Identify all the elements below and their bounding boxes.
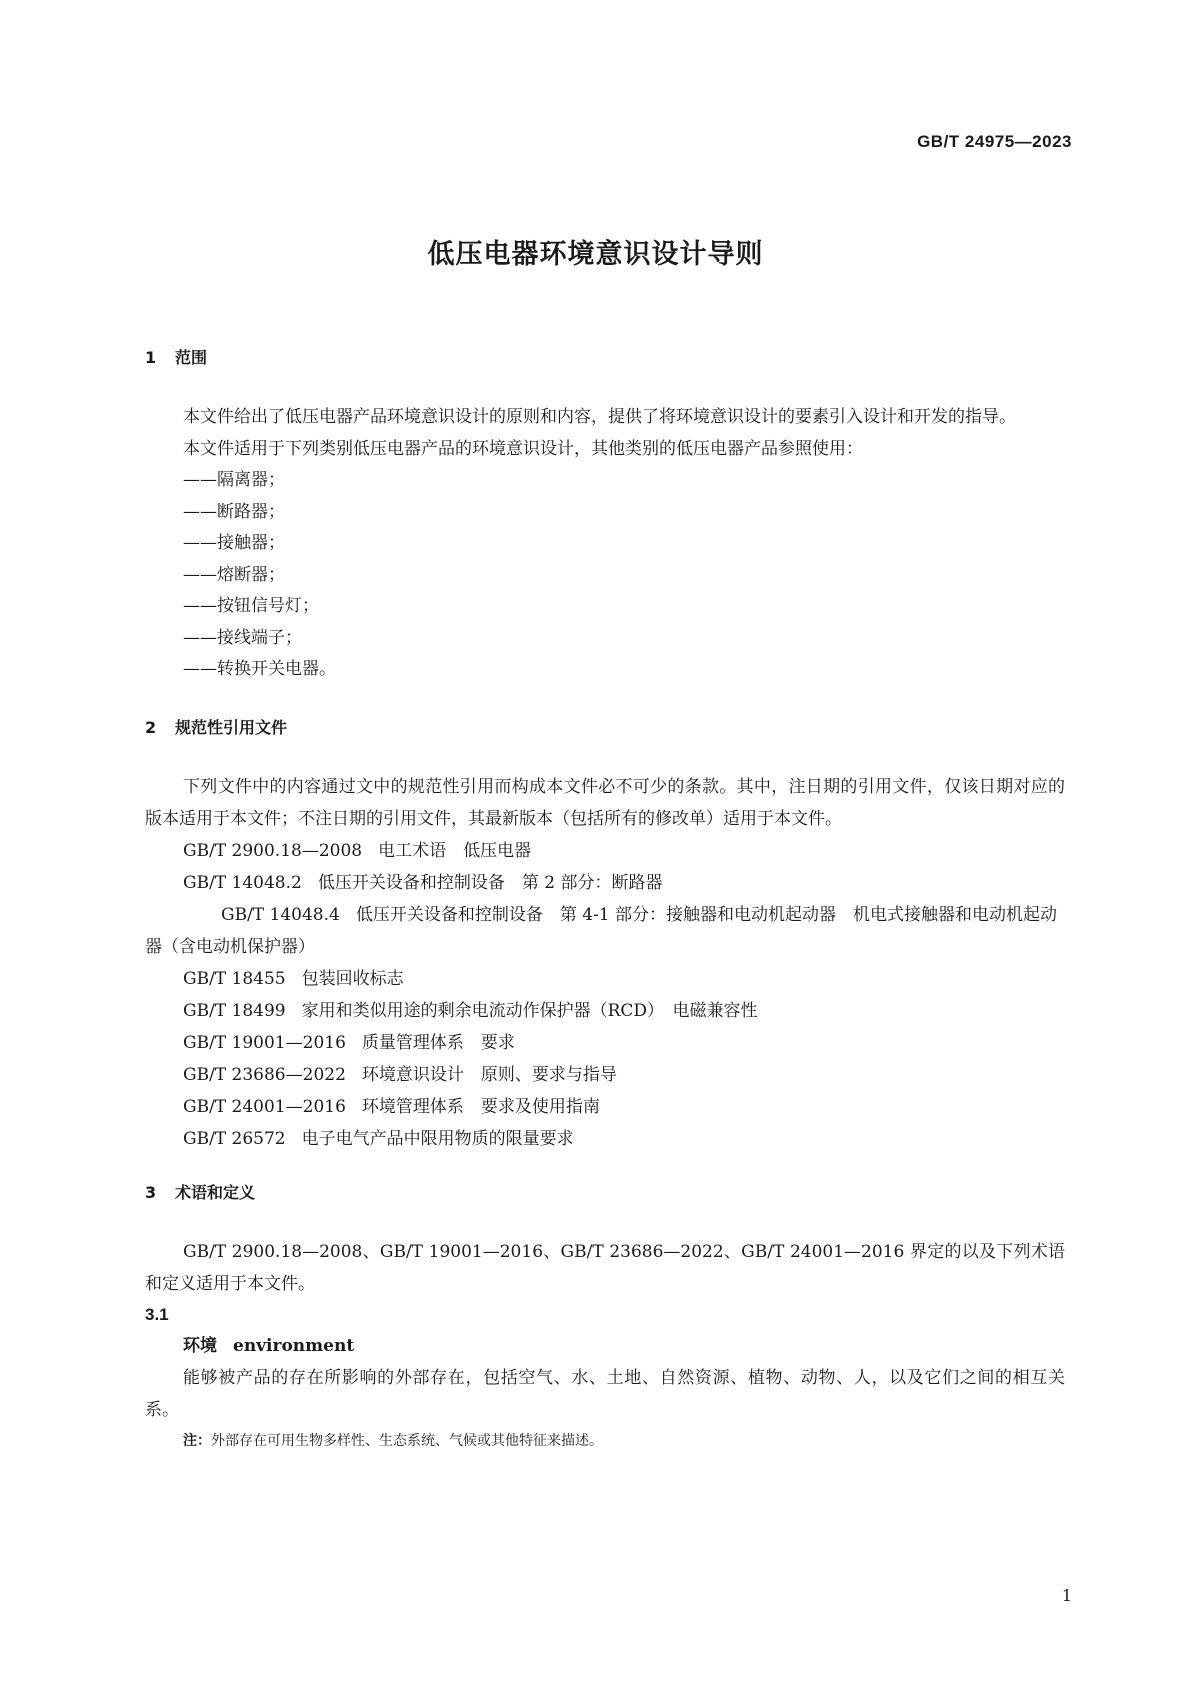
term-note: [145, 1426, 1065, 1456]
reference-code: GB/T 14048.2: [183, 872, 302, 893]
reference-code: GB/T 19001—2016: [183, 1032, 346, 1053]
reference-item: [145, 1027, 1065, 1059]
normative-references-paragraph: 下列文件中的内容通过文中的规范性引用而构成本文件必不可少的条款。其中，注日期的引用文件，仅该日期对应的版本适用于本文件；不注日期的引用文件，其最新版本（包括所有的修改单）适用于本文件。: [145, 776, 1065, 829]
list-item: ——接触器；: [183, 533, 285, 553]
section-title: 术语和定义: [175, 1182, 256, 1202]
note-label: 注：: [183, 1432, 211, 1449]
list-item: ——接线端子；: [183, 627, 302, 648]
section-title: 范围: [175, 348, 208, 367]
reference-item: [145, 1059, 1065, 1091]
reference-title: 包装回收标志: [301, 968, 404, 989]
term-definition: 能够被产品的存在所影响的外部存在，包括空气、水、土地、自然资源、植物、动物、人，以及它们之间的相互关系。: [145, 1367, 1065, 1420]
list-item: ——按钮信号灯；: [183, 596, 319, 616]
term-number: 3.1: [145, 1304, 169, 1324]
section-3-heading: [145, 1181, 1065, 1205]
reference-code: GB/T 18499: [183, 1000, 286, 1021]
section-title: 规范性引用文件: [175, 717, 288, 737]
reference-code: GB/T 18455: [183, 968, 286, 989]
list-item: ——转换开关电器。: [183, 659, 336, 679]
product-category-list: [145, 465, 1065, 686]
list-item: ——断路器；: [183, 501, 285, 522]
section-2-heading: [145, 716, 1065, 740]
reference-title: 电工术语 低压电器: [378, 840, 532, 861]
reference-title: 环境意识设计 原则、要求与指导: [361, 1064, 617, 1085]
scope-paragraph-2: 本文件适用于下列类别低压电器产品的环境意识设计，其他类别的低压电器产品参照使用：: [183, 439, 863, 459]
reference-item: [145, 899, 1065, 963]
note-text: 外部存在可用生物多样性、生态系统、气候或其他特征来描述。: [211, 1432, 603, 1449]
reference-list: [145, 835, 1065, 1155]
reference-title: 环境管理体系 要求及使用指南: [361, 1096, 600, 1117]
list-item: ——隔离器；: [183, 470, 285, 490]
scope-paragraph-1: 本文件给出了低压电器产品环境意识设计的原则和内容，提供了将环境意识设计的要素引入设计和开发的指导。: [183, 407, 1016, 427]
reference-item: [145, 995, 1065, 1027]
terms-paragraph: GB/T 2900.18—2008、GB/T 19001—2016、GB/T 23686—2022、GB/T 24001—2016 界定的以及下列术语和定义适用于本文件。: [145, 1241, 1065, 1294]
reference-item: [145, 1123, 1065, 1155]
reference-code: GB/T 23686—2022: [183, 1064, 346, 1085]
reference-title: 家用和类似用途的剩余电流动作保护器（RCD） 电磁兼容性: [301, 1000, 758, 1021]
reference-title: 低压开关设备和控制设备 第 4-1 部分：接触器和电动机起动器 机电式接触器和电动机起动器（含电动机保护器）: [145, 904, 1058, 957]
section-number: 3: [145, 1182, 157, 1202]
standard-number: GB/T 24975—2023: [917, 132, 1072, 151]
reference-title: 质量管理体系 要求: [361, 1032, 515, 1053]
reference-item: [145, 867, 1065, 899]
reference-code: GB/T 24001—2016: [183, 1096, 346, 1117]
section-1-heading: [145, 346, 1065, 370]
section-number: 1: [145, 348, 157, 367]
term-name-zh: 环境: [183, 1335, 217, 1356]
reference-code: GB/T 14048.4: [221, 904, 340, 925]
document-title: 低压电器环境意识设计导则: [427, 239, 764, 270]
reference-item: [145, 963, 1065, 995]
reference-title: 电子电气产品中限用物质的限量要求: [301, 1128, 574, 1149]
list-item: ——熔断器；: [183, 564, 285, 585]
document-body: [145, 346, 1065, 1456]
reference-code: GB/T 2900.18—2008: [183, 840, 363, 861]
page-number: 1: [1061, 1586, 1072, 1605]
term-name-en: environment: [233, 1335, 355, 1356]
reference-code: GB/T 26572: [183, 1128, 286, 1149]
reference-title: 低压开关设备和控制设备 第 2 部分：断路器: [317, 872, 663, 893]
section-number: 2: [145, 717, 157, 737]
reference-item: [145, 1091, 1065, 1123]
reference-item: [145, 835, 1065, 867]
term-name: [145, 1330, 1065, 1362]
